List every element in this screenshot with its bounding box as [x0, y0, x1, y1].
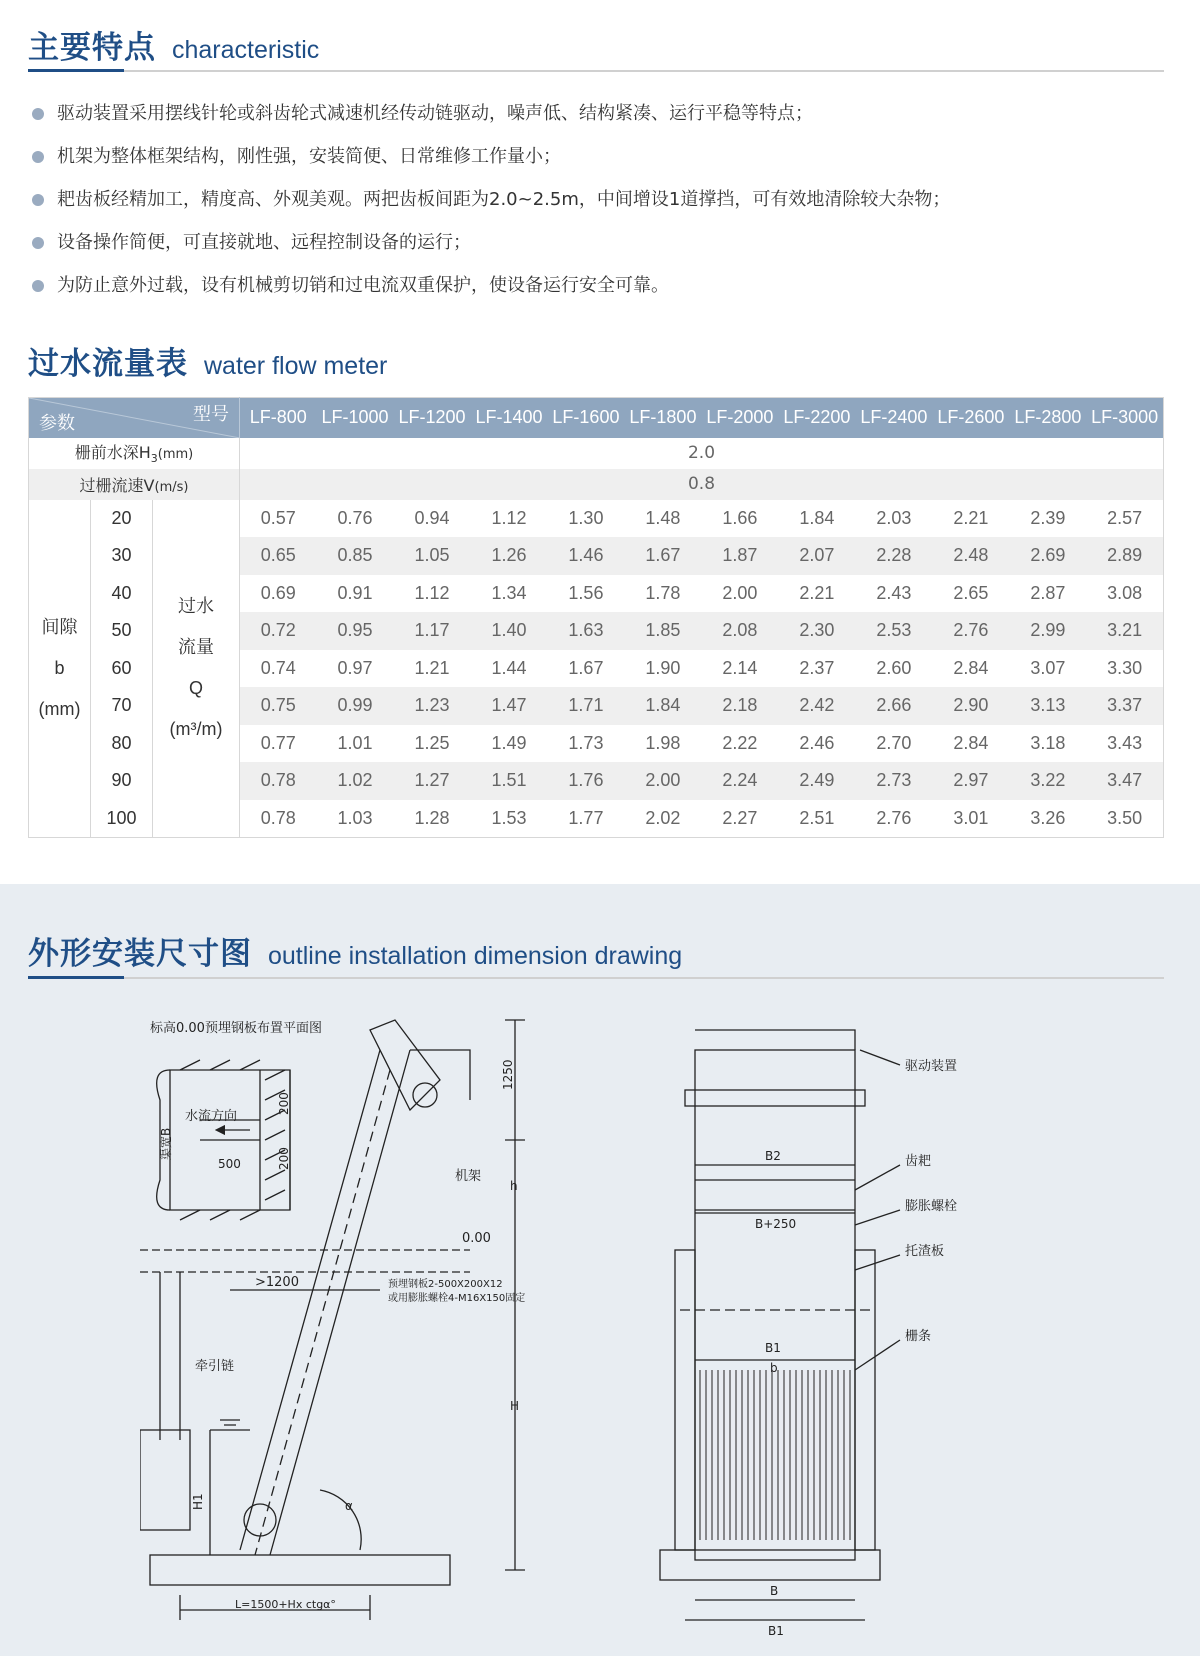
- flow-value-cell: 2.51: [778, 800, 855, 838]
- flow-value-cell: 2.02: [624, 800, 701, 838]
- dim-B: B: [770, 1584, 779, 1598]
- flow-value-cell: 0.95: [317, 612, 394, 650]
- flow-value-cell: 2.53: [855, 612, 932, 650]
- plate-note-1: 预埋钢板2-500X200X12: [388, 1279, 503, 1290]
- flow-value-cell: 0.99: [317, 687, 394, 725]
- flow-value-cell: 0.97: [317, 650, 394, 688]
- flow-value-cell: 1.26: [470, 537, 547, 575]
- flow-value-cell: 1.49: [470, 725, 547, 763]
- dim-h: h: [510, 1179, 518, 1193]
- flow-value-cell: 1.01: [317, 725, 394, 763]
- flow-value-cell: 1.40: [470, 612, 547, 650]
- flow-value-cell: 1.12: [393, 575, 470, 613]
- table-row: [29, 500, 1164, 538]
- flow-value-cell: 2.49: [778, 762, 855, 800]
- flow-value-cell: 2.22: [701, 725, 778, 763]
- flow-value-cell: 2.48: [932, 537, 1009, 575]
- feature-item: 机架为整体框架结构，刚性强，安装简便、日常维修工作量小；: [30, 135, 1160, 178]
- flow-value-cell: 2.84: [932, 725, 1009, 763]
- flow-value-cell: 2.37: [778, 650, 855, 688]
- flow-value-cell: 2.87: [1009, 575, 1086, 613]
- dim-200a: 200: [277, 1092, 291, 1115]
- flow-value-cell: 2.21: [932, 500, 1009, 538]
- depth-row: [29, 438, 1164, 469]
- model-header-lf-2800: LF-2800: [1009, 398, 1086, 438]
- flow-direction-label: 水流方向: [185, 1109, 238, 1124]
- flow-value-cell: 3.37: [1086, 687, 1163, 725]
- bullet-icon: [32, 237, 44, 249]
- flow-value-cell: 2.14: [701, 650, 778, 688]
- chain-label: 牵引链: [195, 1359, 235, 1374]
- flow-value-cell: 2.66: [855, 687, 932, 725]
- flow-value-cell: 2.39: [1009, 500, 1086, 538]
- feature-item: 耙齿板经精加工，精度高、外观美观。两把齿板间距为2.0~2.5m，中间增设1道撑挡，可有效地清除较大杂物；: [30, 178, 1160, 221]
- section-title-en: water flow meter: [204, 352, 388, 380]
- installation-drawing-svg: [140, 1010, 1140, 1650]
- flow-value-cell: 3.01: [932, 800, 1009, 838]
- flow-value-cell: 1.05: [393, 537, 470, 575]
- model-header-lf-2400: LF-2400: [855, 398, 932, 438]
- model-header-lf-2200: LF-2200: [778, 398, 855, 438]
- flow-value-cell: 1.73: [547, 725, 624, 763]
- flow-value-cell: 3.13: [1009, 687, 1086, 725]
- dim-H1: H1: [191, 1493, 205, 1510]
- flow-value-cell: 2.08: [701, 612, 778, 650]
- section-divider: [28, 977, 1164, 979]
- rake-label: 齿耙: [905, 1154, 932, 1169]
- bullet-icon: [32, 194, 44, 206]
- section-title-cn: 外形安装尺寸图: [28, 936, 252, 972]
- corner-model-label: 型号: [193, 404, 230, 424]
- flow-value-cell: 2.07: [778, 537, 855, 575]
- flow-value-cell: 3.26: [1009, 800, 1086, 838]
- flow-value-cell: 2.70: [855, 725, 932, 763]
- flow-value-cell: 0.69: [240, 575, 317, 613]
- flow-value-cell: 1.56: [547, 575, 624, 613]
- flow-value-cell: 2.00: [701, 575, 778, 613]
- flow-value-cell: 1.84: [778, 500, 855, 538]
- feature-item: 为防止意外过载，设有机械剪切销和过电流双重保护，使设备运行安全可靠。: [30, 264, 1160, 307]
- flow-value-cell: 1.44: [470, 650, 547, 688]
- dim-B1-inner: B1: [765, 1341, 781, 1355]
- bullet-icon: [32, 108, 44, 120]
- flow-value-cell: 2.46: [778, 725, 855, 763]
- flow-value-cell: 1.46: [547, 537, 624, 575]
- flow-value-cell: 2.21: [778, 575, 855, 613]
- dim-B2: B2: [765, 1149, 781, 1163]
- flow-value-cell: 3.30: [1086, 650, 1163, 688]
- flow-value-cell: 0.75: [240, 687, 317, 725]
- flow-value-cell: 1.85: [624, 612, 701, 650]
- flow-value-cell: 2.90: [932, 687, 1009, 725]
- flow-value-cell: 0.57: [240, 500, 317, 538]
- flow-value-cell: 2.28: [855, 537, 932, 575]
- flow-value-cell: 0.94: [393, 500, 470, 538]
- section-title-flow: [28, 338, 387, 383]
- flow-value-cell: 0.85: [317, 537, 394, 575]
- flow-value-cell: 1.63: [547, 612, 624, 650]
- flow-value-cell: 0.77: [240, 725, 317, 763]
- bolt-label: 膨胀螺栓: [905, 1199, 958, 1214]
- flow-value-cell: 1.47: [470, 687, 547, 725]
- flow-value-cell: 2.00: [624, 762, 701, 800]
- dim-200b: 200: [277, 1147, 291, 1170]
- flow-value-cell: 1.48: [624, 500, 701, 538]
- feature-item: 驱动装置采用摆线针轮或斜齿轮式减速机经传动链驱动，噪声低、结构紧凑、运行平稳等特点；: [30, 92, 1160, 135]
- flow-value-cell: 1.34: [470, 575, 547, 613]
- flow-value-cell: 3.50: [1086, 800, 1163, 838]
- flow-value-cell: 2.84: [932, 650, 1009, 688]
- section-title-drawing: [28, 928, 682, 973]
- flow-value-cell: 1.77: [547, 800, 624, 838]
- elevation-000: 0.00: [462, 1231, 491, 1246]
- flow-value-cell: 2.69: [1009, 537, 1086, 575]
- flow-value-cell: 3.21: [1086, 612, 1163, 650]
- flow-value-cell: 2.65: [932, 575, 1009, 613]
- speed-value: 0.8: [240, 469, 1164, 500]
- model-header-lf-1800: LF-1800: [624, 398, 701, 438]
- section-title-characteristic: [28, 22, 319, 67]
- model-header-lf-1200: LF-1200: [393, 398, 470, 438]
- installation-drawing: [140, 1010, 1140, 1650]
- flow-value-cell: 2.76: [932, 612, 1009, 650]
- flow-table: [28, 397, 1164, 838]
- flow-value-cell: 1.76: [547, 762, 624, 800]
- flow-value-cell: 1.71: [547, 687, 624, 725]
- gap-value: 70: [91, 687, 153, 725]
- flow-value-cell: 1.25: [393, 725, 470, 763]
- feature-item: 设备操作简便，可直接就地、远程控制设备的运行；: [30, 221, 1160, 264]
- depth-label: 栅前水深$H_3(mm)$: [29, 438, 240, 469]
- flow-axis-label: 过水 流量 Q (m³/m): [153, 500, 240, 838]
- dim-1250: 1250: [501, 1059, 515, 1090]
- gap-value: 30: [91, 537, 153, 575]
- table-corner-cell: [29, 398, 240, 438]
- bullet-icon: [32, 280, 44, 292]
- plate-note-2: 或用膨胀螺栓4-M16X150固定: [388, 1293, 526, 1304]
- flow-value-cell: 1.98: [624, 725, 701, 763]
- flow-value-cell: 2.57: [1086, 500, 1163, 538]
- flow-value-cell: 2.60: [855, 650, 932, 688]
- alpha-label: α: [345, 1499, 353, 1513]
- flow-value-cell: 1.53: [470, 800, 547, 838]
- flow-value-cell: 1.12: [470, 500, 547, 538]
- gap-value: 20: [91, 500, 153, 538]
- tray-label: 托渣板: [905, 1244, 945, 1259]
- flow-value-cell: 0.65: [240, 537, 317, 575]
- model-header-lf-2600: LF-2600: [932, 398, 1009, 438]
- gap-value: 60: [91, 650, 153, 688]
- flow-value-cell: 3.18: [1009, 725, 1086, 763]
- flow-value-cell: 1.51: [470, 762, 547, 800]
- model-header-lf-1400: LF-1400: [470, 398, 547, 438]
- channel-width-label: 渠宽B: [159, 1127, 173, 1160]
- corner-param-label: 参数: [39, 412, 75, 433]
- dim-500: 500: [218, 1157, 241, 1171]
- gap-value: 80: [91, 725, 153, 763]
- gap-value: 90: [91, 762, 153, 800]
- dim-1200: >1200: [255, 1275, 299, 1290]
- flow-value-cell: 1.67: [624, 537, 701, 575]
- flow-value-cell: 0.91: [317, 575, 394, 613]
- dim-H: H: [510, 1399, 520, 1413]
- model-header-lf-800: LF-800: [240, 398, 317, 438]
- flow-value-cell: 1.28: [393, 800, 470, 838]
- drive-label: 驱动装置: [905, 1059, 958, 1074]
- flow-value-cell: 0.76: [317, 500, 394, 538]
- speed-row: [29, 469, 1164, 500]
- bullet-icon: [32, 151, 44, 163]
- flow-value-cell: 1.03: [317, 800, 394, 838]
- section-title-en: outline installation dimension drawing: [268, 942, 683, 970]
- flow-value-cell: 2.73: [855, 762, 932, 800]
- flow-value-cell: 1.78: [624, 575, 701, 613]
- flow-value-cell: 1.27: [393, 762, 470, 800]
- flow-value-cell: 3.22: [1009, 762, 1086, 800]
- flow-value-cell: 2.30: [778, 612, 855, 650]
- flow-value-cell: 1.17: [393, 612, 470, 650]
- flow-value-cell: 2.27: [701, 800, 778, 838]
- flow-value-cell: 0.78: [240, 800, 317, 838]
- model-header-lf-1000: LF-1000: [317, 398, 394, 438]
- frame-label: 机架: [455, 1169, 482, 1184]
- flow-value-cell: 3.47: [1086, 762, 1163, 800]
- model-header-lf-3000: LF-3000: [1086, 398, 1163, 438]
- section-divider: [28, 70, 1164, 72]
- flow-value-cell: 3.08: [1086, 575, 1163, 613]
- plan-title: 标高0.00预埋钢板布置平面图: [150, 1021, 322, 1036]
- section-title-en: characteristic: [172, 36, 320, 64]
- gap-value: 50: [91, 612, 153, 650]
- flow-value-cell: 2.76: [855, 800, 932, 838]
- dim-b: b: [770, 1361, 778, 1375]
- flow-value-cell: 2.99: [1009, 612, 1086, 650]
- section-title-cn: 主要特点: [28, 30, 156, 66]
- flow-value-cell: 1.21: [393, 650, 470, 688]
- speed-label: 过栅流速V(m/s): [29, 469, 240, 500]
- flow-value-cell: 2.42: [778, 687, 855, 725]
- gap-value: 40: [91, 575, 153, 613]
- flow-value-cell: 3.43: [1086, 725, 1163, 763]
- flow-value-cell: 1.67: [547, 650, 624, 688]
- depth-value: 2.0: [240, 438, 1164, 469]
- flow-value-cell: 0.72: [240, 612, 317, 650]
- flow-value-cell: 1.84: [624, 687, 701, 725]
- model-header-lf-2000: LF-2000: [701, 398, 778, 438]
- bars-label: 栅条: [905, 1329, 932, 1344]
- flow-value-cell: 2.03: [855, 500, 932, 538]
- flow-value-cell: 2.43: [855, 575, 932, 613]
- dim-L: L=1500+Hx ctgα°: [235, 1598, 336, 1611]
- flow-value-cell: 1.66: [701, 500, 778, 538]
- flow-value-cell: 3.07: [1009, 650, 1086, 688]
- flow-value-cell: 2.24: [701, 762, 778, 800]
- flow-value-cell: 1.87: [701, 537, 778, 575]
- flow-value-cell: 2.97: [932, 762, 1009, 800]
- flow-value-cell: 1.30: [547, 500, 624, 538]
- table-header-row: [29, 398, 1164, 438]
- feature-list: [30, 92, 1160, 307]
- flow-value-cell: 2.18: [701, 687, 778, 725]
- gap-value: 100: [91, 800, 153, 838]
- dim-B250: B+250: [755, 1217, 797, 1231]
- flow-value-cell: 0.74: [240, 650, 317, 688]
- dim-B1-bottom: B1: [768, 1624, 784, 1638]
- flow-value-cell: 2.89: [1086, 537, 1163, 575]
- flow-value-cell: 1.23: [393, 687, 470, 725]
- section-title-cn: 过水流量表: [28, 346, 188, 382]
- flow-value-cell: 1.90: [624, 650, 701, 688]
- model-header-lf-1600: LF-1600: [547, 398, 624, 438]
- flow-value-cell: 0.78: [240, 762, 317, 800]
- flow-value-cell: 1.02: [317, 762, 394, 800]
- gap-axis-label: 间隙 b (mm): [29, 500, 91, 838]
